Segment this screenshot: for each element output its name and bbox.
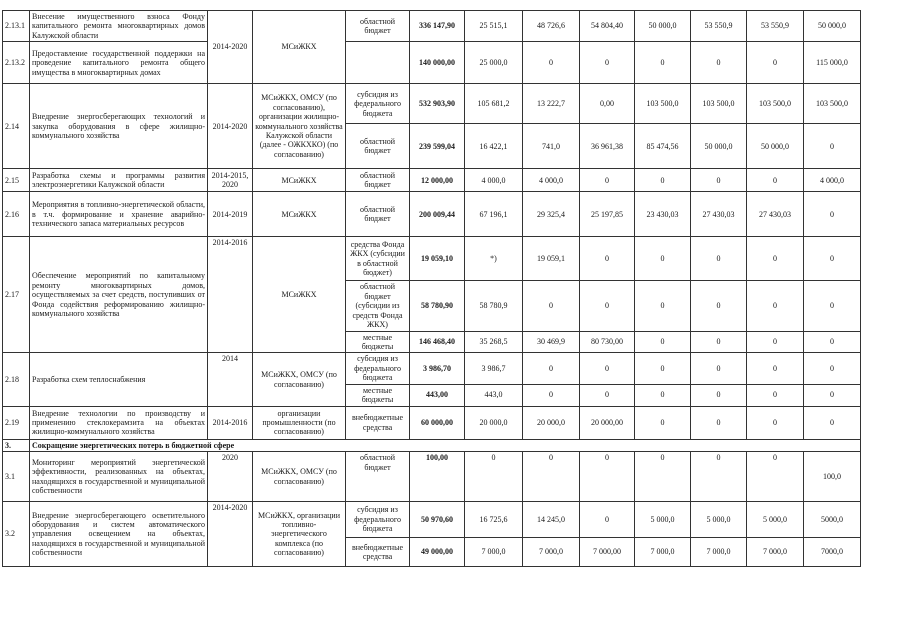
- total-value: 49 000,00: [410, 538, 465, 567]
- year-value: 0: [804, 384, 861, 406]
- year-value: 0: [580, 42, 635, 84]
- table-row: [3, 169, 861, 192]
- organization: МСиЖКХ: [253, 237, 346, 353]
- year-value: 50 000,0: [804, 11, 861, 42]
- year-value: 5 000,0: [635, 502, 691, 538]
- year-value: 0: [580, 452, 635, 502]
- year-value: 7 000,0: [523, 538, 580, 567]
- year-value: 0: [747, 353, 804, 384]
- year-value: 5 000,0: [691, 502, 747, 538]
- measure-name: Внедрение технологии по производству и применению стеклокерамзита на объектах жилищно-коммунального хозяйства: [30, 406, 208, 439]
- year-value: 0: [747, 42, 804, 84]
- year-value: 14 245,0: [523, 502, 580, 538]
- year-value: 0: [804, 353, 861, 384]
- measure-name: Внедрение энергосберегающего осветительного оборудования и систем автоматического управления освещением на объектах, находящихся в государственной и муниципальной собственности: [30, 502, 208, 567]
- year-value: 103 500,0: [747, 84, 804, 124]
- year-value: 0: [691, 384, 747, 406]
- year-value: 19 059,1: [523, 237, 580, 281]
- funding-source: внебюджетные средства: [346, 406, 410, 439]
- year-value: 53 550,9: [691, 11, 747, 42]
- total-value: 60 000,00: [410, 406, 465, 439]
- organization: МСиЖКХ: [253, 11, 346, 84]
- year-value: 0: [804, 124, 861, 169]
- year-value: 105 681,2: [465, 84, 523, 124]
- year-value: 0: [523, 281, 580, 331]
- year-value: 50 000,0: [691, 124, 747, 169]
- year-value: 4 000,0: [804, 169, 861, 192]
- year-value: 0: [747, 406, 804, 439]
- table-row: [3, 502, 861, 538]
- organization: МСиЖКХ, ОМСУ (по согласованию): [253, 353, 346, 406]
- row-number: 2.17: [3, 237, 30, 353]
- period: 2020: [208, 452, 253, 502]
- year-value: 0: [804, 281, 861, 331]
- row-number: 2.19: [3, 406, 30, 439]
- program-table: [2, 10, 861, 567]
- year-value: 0: [804, 331, 861, 353]
- year-value: 67 196,1: [465, 192, 523, 237]
- year-value: 7 000,00: [580, 538, 635, 567]
- year-value: *): [465, 237, 523, 281]
- year-value: 0,00: [580, 84, 635, 124]
- total-value: 100,00: [410, 452, 465, 502]
- total-value: 200 009,44: [410, 192, 465, 237]
- section-header: [3, 439, 861, 451]
- year-value: 0: [465, 452, 523, 502]
- year-value: 36 961,38: [580, 124, 635, 169]
- measure-name: Разработка схемы и программы развития электроэнергетики Калужской области: [30, 169, 208, 192]
- year-value: 0: [691, 237, 747, 281]
- year-value: 0: [747, 384, 804, 406]
- year-value: 23 430,03: [635, 192, 691, 237]
- year-value: 0: [804, 406, 861, 439]
- measure-name: Мониторинг мероприятий энергетической эффективности, реализованных на объектах, находящихся в государственной и муниципальной собственности: [30, 452, 208, 502]
- year-value: 3 986,7: [465, 353, 523, 384]
- funding-source: средства Фонда ЖКХ (субсидии в областной бюджет): [346, 237, 410, 281]
- year-value: 16 422,1: [465, 124, 523, 169]
- year-value: 20 000,00: [580, 406, 635, 439]
- year-value: 0: [691, 406, 747, 439]
- year-value: 27 430,03: [747, 192, 804, 237]
- row-number: 2.14: [3, 84, 30, 169]
- year-value: 0: [523, 384, 580, 406]
- year-value: 0: [523, 452, 580, 502]
- table-row: [3, 452, 861, 502]
- period: 2014-2019: [208, 192, 253, 237]
- year-value: 0: [747, 331, 804, 353]
- year-value: 16 725,6: [465, 502, 523, 538]
- table-row: [3, 353, 861, 384]
- year-value: 0: [691, 42, 747, 84]
- year-value: 0: [691, 452, 747, 502]
- row-number: 3.2: [3, 502, 30, 567]
- table-row: [3, 11, 861, 42]
- year-value: 85 474,56: [635, 124, 691, 169]
- table-row: [3, 42, 861, 84]
- total-value: 12 000,00: [410, 169, 465, 192]
- year-value: 0: [635, 237, 691, 281]
- total-value: 58 780,90: [410, 281, 465, 331]
- year-value: 103 500,0: [691, 84, 747, 124]
- row-number: 2.13.2: [3, 42, 30, 84]
- funding-source: [346, 42, 410, 84]
- total-value: 3 986,70: [410, 353, 465, 384]
- year-value: 0: [523, 353, 580, 384]
- year-value: 100,0: [804, 452, 861, 502]
- funding-source: областной бюджет: [346, 169, 410, 192]
- year-value: 0: [635, 384, 691, 406]
- funding-source: областной бюджет: [346, 192, 410, 237]
- organization: МСиЖКХ, организации топливно-энергетического комплекса (по согласованию): [253, 502, 346, 567]
- year-value: 115 000,0: [804, 42, 861, 84]
- year-value: 54 804,40: [580, 11, 635, 42]
- total-value: 50 970,60: [410, 502, 465, 538]
- year-value: 29 325,4: [523, 192, 580, 237]
- year-value: 0: [580, 353, 635, 384]
- year-value: 35 268,5: [465, 331, 523, 353]
- year-value: 27 430,03: [691, 192, 747, 237]
- year-value: 5 000,0: [747, 502, 804, 538]
- row-number: 3.1: [3, 452, 30, 502]
- table-row: [3, 192, 861, 237]
- period: 2014-2020: [208, 502, 253, 567]
- year-value: 0: [580, 502, 635, 538]
- year-value: 13 222,7: [523, 84, 580, 124]
- period: 2014-2016: [208, 406, 253, 439]
- year-value: 0: [747, 237, 804, 281]
- year-value: 4 000,0: [465, 169, 523, 192]
- measure-name: Мероприятия в топливно-энергетической области, в т.ч. формирование и хранение аварийно-технического запаса материальных ресурсов: [30, 192, 208, 237]
- measure-name: Внесение имущественного взноса Фонду капитального ремонта многоквартирных домов Калужской области: [30, 11, 208, 42]
- funding-source: субсидия из федерального бюджета: [346, 502, 410, 538]
- period: 2014-2016: [208, 237, 253, 353]
- total-value: 336 147,90: [410, 11, 465, 42]
- row-number: 2.16: [3, 192, 30, 237]
- year-value: 53 550,9: [747, 11, 804, 42]
- year-value: 20 000,0: [465, 406, 523, 439]
- year-value: 30 469,9: [523, 331, 580, 353]
- year-value: 80 730,00: [580, 331, 635, 353]
- year-value: 0: [635, 331, 691, 353]
- year-value: 0: [691, 281, 747, 331]
- period: 2014-2020: [208, 11, 253, 84]
- year-value: 103 500,0: [804, 84, 861, 124]
- funding-source: областной бюджет: [346, 452, 410, 502]
- total-value: 19 059,10: [410, 237, 465, 281]
- organization: организации промышленности (по согласованию): [253, 406, 346, 439]
- row-number: 2.13.1: [3, 11, 30, 42]
- year-value: 0: [580, 237, 635, 281]
- funding-source: субсидия из федерального бюджета: [346, 353, 410, 384]
- funding-source: областной бюджет: [346, 11, 410, 42]
- organization: МСиЖКХ: [253, 192, 346, 237]
- year-value: 103 500,0: [635, 84, 691, 124]
- total-value: 239 599,04: [410, 124, 465, 169]
- year-value: 0: [523, 42, 580, 84]
- year-value: 5000,0: [804, 502, 861, 538]
- year-value: 0: [747, 169, 804, 192]
- section-title: Сокращение энергетических потерь в бюджетной сфере: [30, 439, 861, 451]
- year-value: 20 000,0: [523, 406, 580, 439]
- section-number: 3.: [3, 439, 30, 451]
- organization: МСиЖКХ, ОМСУ (по согласованию): [253, 452, 346, 502]
- year-value: 0: [691, 169, 747, 192]
- total-value: 146 468,40: [410, 331, 465, 353]
- year-value: 50 000,0: [635, 11, 691, 42]
- document-sheet: [0, 10, 905, 567]
- funding-source: субсидия из федерального бюджета: [346, 84, 410, 124]
- measure-name: Разработка схем теплоснабжения: [30, 353, 208, 406]
- funding-source: местные бюджеты: [346, 384, 410, 406]
- year-value: 25 000,0: [465, 42, 523, 84]
- year-value: 4 000,0: [523, 169, 580, 192]
- year-value: 48 726,6: [523, 11, 580, 42]
- year-value: 0: [635, 353, 691, 384]
- organization: МСиЖКХ, ОМСУ (по согласованию), организации жилищно-коммунального хозяйства Калужской области (далее - ОЖКХКО) (по согласованию): [253, 84, 346, 169]
- year-value: 443,0: [465, 384, 523, 406]
- year-value: 0: [580, 384, 635, 406]
- year-value: 0: [635, 406, 691, 439]
- total-value: 443,00: [410, 384, 465, 406]
- year-value: 7 000,0: [691, 538, 747, 567]
- year-value: 7 000,0: [465, 538, 523, 567]
- measure-name: Внедрение энергосберегающих технологий и закупка оборудования в сфере жилищно-коммунального хозяйства: [30, 84, 208, 169]
- period: 2014-2020: [208, 84, 253, 169]
- funding-source: областной бюджет: [346, 124, 410, 169]
- measure-name: Обеспечение мероприятий по капитальному ремонту многоквартирных домов, осуществляемых за счет средств, поступивших от Фонда содействия реформированию жилищно-коммунального хозяйства: [30, 237, 208, 353]
- year-value: 7000,0: [804, 538, 861, 567]
- year-value: 50 000,0: [747, 124, 804, 169]
- year-value: 25 197,85: [580, 192, 635, 237]
- year-value: 0: [635, 281, 691, 331]
- funding-source: областной бюджет (субсидии из средств Фонда ЖКХ): [346, 281, 410, 331]
- funding-source: внебюджетные средства: [346, 538, 410, 567]
- year-value: 0: [691, 331, 747, 353]
- year-value: 25 515,1: [465, 11, 523, 42]
- row-number: 2.18: [3, 353, 30, 406]
- measure-name: Предоставление государственной поддержки на проведение капитального ремонта общего имущества в многоквартирных домах: [30, 42, 208, 84]
- period: 2014: [208, 353, 253, 406]
- table-row: [3, 237, 861, 281]
- year-value: 0: [635, 452, 691, 502]
- year-value: 0: [804, 237, 861, 281]
- year-value: 0: [691, 353, 747, 384]
- year-value: 0: [635, 169, 691, 192]
- table-row: [3, 84, 861, 124]
- year-value: 741,0: [523, 124, 580, 169]
- period: 2014-2015, 2020: [208, 169, 253, 192]
- year-value: 0: [747, 281, 804, 331]
- year-value: 0: [747, 452, 804, 502]
- year-value: 7 000,0: [635, 538, 691, 567]
- year-value: 0: [804, 192, 861, 237]
- funding-source: местные бюджеты: [346, 331, 410, 353]
- year-value: 0: [580, 281, 635, 331]
- row-number: 2.15: [3, 169, 30, 192]
- year-value: 0: [580, 169, 635, 192]
- total-value: 140 000,00: [410, 42, 465, 84]
- total-value: 532 903,90: [410, 84, 465, 124]
- organization: МСиЖКХ: [253, 169, 346, 192]
- table-row: [3, 406, 861, 439]
- year-value: 0: [635, 42, 691, 84]
- year-value: 58 780,9: [465, 281, 523, 331]
- year-value: 7 000,0: [747, 538, 804, 567]
